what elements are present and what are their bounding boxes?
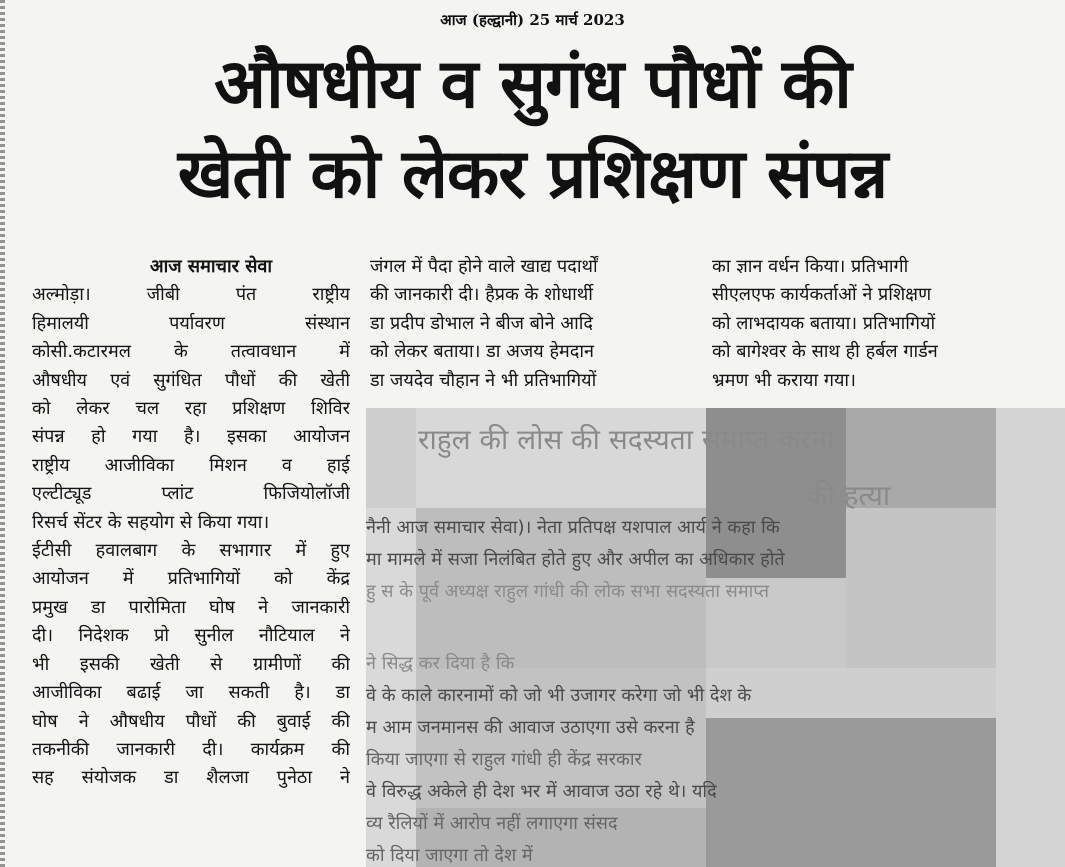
bureau-credit: आज समाचार सेवा (149, 256, 273, 277)
blurred-subheading: की हत्या (806, 479, 891, 512)
text-line: को लेकर चल रहा प्रशिक्षण शिविर (32, 398, 350, 420)
text-line: प्रमुख डा पारोमिता घोष ने जानकारी (32, 596, 350, 618)
blurred-line: हु स के पूर्व अध्यक्ष राहुल गांधी की लोक सभा सदस्यता समाप्त (366, 581, 770, 602)
text-line: औषधीय एवं सुगंधित पौधों की खेती (32, 369, 350, 391)
text-line: आयोजन में प्रतिभागियों को केंद्र (32, 568, 350, 590)
text-line: सह संयोजक डा शैलजा पुनेठा ने (32, 767, 350, 789)
text-line: एल्टीट्यूड प्लांट फिजियोलॉजी (32, 483, 350, 505)
blurred-line: को दिया जाएगा तो देश में (366, 845, 533, 866)
blurred-line: व्य रैलियों में आरोप नहीं लगाएगा संसद (366, 813, 618, 834)
text-line: सीएलएफ कार्यकर्ताओं ने प्रशिक्षण (712, 284, 932, 306)
text-line: रिसर्च सेंटर के सहयोग से किया गया। (32, 511, 270, 533)
text-line: हिमालयी पर्यावरण संस्थान (32, 312, 350, 334)
text-line: तकनीकी जानकारी दी। कार्यक्रम की (32, 738, 350, 760)
article-column-2 (370, 253, 693, 395)
headline-line-1: औषधीय व सुगंध पौधों की (214, 45, 851, 124)
text-line: संपन्न हो गया है। इसका आयोजन (32, 426, 350, 448)
text-line: भ्रमण भी कराया गया। (712, 369, 856, 391)
blurred-line: मा मामले में सजा निलंबित होते हुए और अपील का अधिकार होते (366, 549, 785, 570)
text-line: कोसी.कटारमल के तत्वावधान में (32, 341, 350, 363)
text-line: को लेकर बताया। डा अजय हेमदान (370, 341, 594, 363)
blurred-line: म आम जनमानस की आवाज उठाएगा उसे करना है (366, 717, 695, 738)
blurred-line: किया जाएगा से राहुल गांधी ही केंद्र सरकार (366, 749, 642, 770)
article-column-3 (712, 253, 1038, 395)
text-line: को बागेश्वर के साथ ही हर्बल गार्डन (712, 341, 938, 363)
dateline: आज (हल्द्वानी) 25 मार्च 2023 (440, 11, 625, 29)
text-line: डा जयदेव चौहान ने भी प्रतिभागियों (370, 369, 597, 391)
text-line: राष्ट्रीय आजीविका मिशन व हाई (32, 454, 350, 476)
text-line: ईटीसी हवालबाग के सभागार में हुए (32, 540, 350, 562)
text-line: डा प्रदीप डोभाल ने बीज बोने आदि (370, 312, 593, 334)
text-line: का ज्ञान वर्धन किया। प्रतिभागी (712, 256, 909, 277)
blurred-heading: राहुल की लोस की सदस्यता समाप्त करना (418, 423, 835, 456)
blurred-line: वे विरुद्ध अकेले ही देश भर में आवाज उठा रहे थे। यदि (366, 781, 717, 802)
headline-line-2: खेती को लेकर प्रशिक्षण संपन्न (177, 135, 888, 214)
blurred-line: नैनी आज समाचार सेवा)। नेता प्रतिपक्ष यशपाल आर्य ने कहा कि (366, 517, 780, 538)
article-column-1 (32, 253, 350, 793)
headline (0, 40, 1065, 220)
text-line: अल्मोड़ा। जीबी पंत राष्ट्रीय (32, 284, 350, 306)
blurred-adjacent-article (366, 408, 1065, 867)
text-line: घोष ने औषधीय पौधों की बुवाई की (32, 710, 350, 732)
text-line: भी इसकी खेती से ग्रामीणों की (32, 653, 350, 675)
text-line: दी। निदेशक प्रो सुनील नौटियाल ने (32, 625, 350, 647)
text-line: को लाभदायक बताया। प्रतिभागियों (712, 312, 936, 334)
blurred-line: वे के काले कारनामों को जो भी उजागर करेगा जो भी देश के (366, 685, 752, 706)
blurred-line: ने सिद्ध कर दिया है कि (366, 653, 515, 674)
text-line: जंगल में पैदा होने वाले खाद्य पदार्थों (370, 256, 598, 277)
text-line: आजीविका बढाई जा सकती है। डा (32, 682, 350, 704)
text-line: की जानकारी दी। हैप्रक के शोधार्थी (370, 284, 593, 306)
